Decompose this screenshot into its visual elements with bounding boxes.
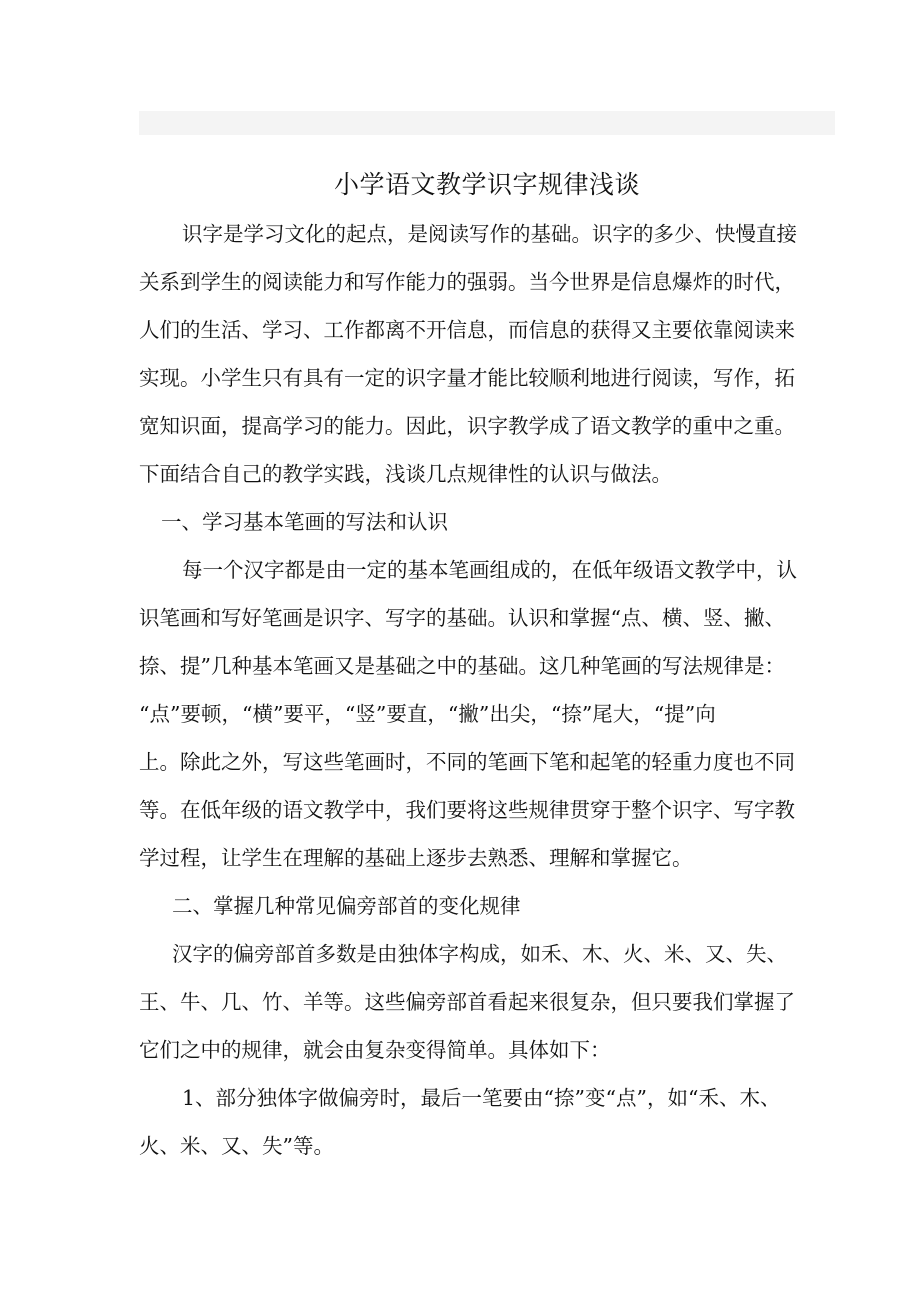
list-item-line: 1、部分独体字做偏旁时，最后一笔要由“捺”变“点”，如“禾、木、: [182, 1086, 781, 1110]
paragraph-line: 识笔画和写好笔画是识字、写字的基础。认识和掌握“点、横、竖、撇、: [139, 606, 785, 630]
paragraph-line: 实现。小学生只有具有一定的识字量才能比较顺利地进行阅读，写作，拓: [139, 366, 795, 390]
paragraph-line: 每一个汉字都是由一定的基本笔画组成的，在低年级语文教学中，认: [182, 558, 797, 582]
section-heading: 二、掌握几种常见偏旁部首的变化规律: [172, 894, 521, 918]
paragraph-line: 人们的生活、学习、工作都离不开信息，而信息的获得又主要依靠阅读来: [139, 318, 795, 342]
paragraph-line: 关系到学生的阅读能力和写作能力的强弱。当今世界是信息爆炸的时代，: [139, 270, 795, 294]
paragraph-line: 上。除此之外，写这些笔画时，不同的笔画下笔和起笔的轻重力度也不同: [139, 750, 795, 774]
paragraph-line: 识字是学习文化的起点，是阅读写作的基础。识字的多少、快慢直接: [182, 222, 797, 246]
paragraph-line: 王、牛、几、竹、羊等。这些偏旁部首看起来很复杂，但只要我们掌握了: [139, 990, 795, 1014]
paragraph-line: 汉字的偏旁部首多数是由独体字构成，如禾、木、火、米、又、失、: [172, 942, 787, 966]
list-item-line: 火、米、又、失”等。: [139, 1134, 334, 1158]
paragraph-line: 捺、提”几种基本笔画又是基础之中的基础。这几种笔画的写法规律是：: [139, 654, 785, 678]
paragraph-line: 宽知识面，提高学习的能力。因此，识字教学成了语文教学的重中之重。: [139, 414, 795, 438]
paragraph-line: 学过程，让学生在理解的基础上逐步去熟悉、理解和掌握它。: [139, 846, 693, 870]
section-heading: 一、学习基本笔画的写法和认识: [161, 510, 448, 534]
paragraph-line: 等。在低年级的语文教学中，我们要将这些规律贯穿于整个识字、写字教: [139, 798, 795, 822]
paragraph-line: “点”要顿，“横”要平，“竖”要直，“撇”出尖，“捺”尾大，“提”向: [139, 702, 716, 726]
document-body: [139, 160, 835, 1170]
paragraph-line: 它们之中的规律，就会由复杂变得简单。具体如下：: [139, 1038, 611, 1062]
document-title: 小学语文教学识字规律浅谈: [333, 170, 640, 199]
paragraph-line: 下面结合自己的教学实践，浅谈几点规律性的认识与做法。: [139, 462, 672, 486]
header-band: [139, 111, 835, 135]
